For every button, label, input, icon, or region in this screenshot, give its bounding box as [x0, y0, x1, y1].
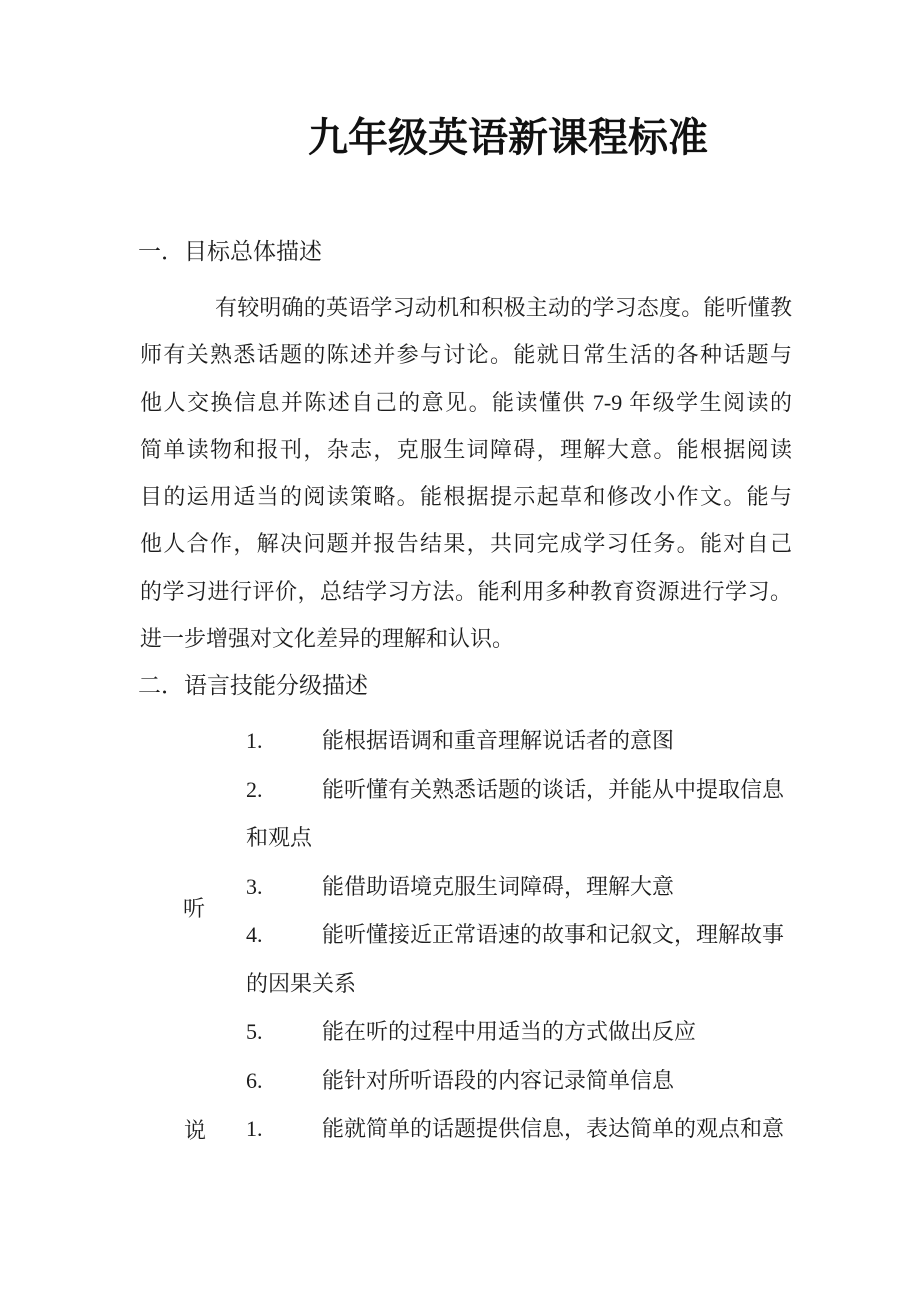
- item-text: 能根据语调和重音理解说话者的意图: [322, 728, 675, 753]
- list-item: [246, 766, 806, 815]
- list-item: [246, 717, 806, 766]
- paragraph-line: 简单读物和报刊，杂志，克服生词障碍，理解大意。能根据阅读: [140, 436, 792, 462]
- item-text: 能针对所听语段的内容记录简单信息: [322, 1067, 675, 1093]
- paragraph-line: 师有关熟悉话题的陈述并参与讨论。能就日常生活的各种话题与: [140, 342, 792, 368]
- section-2-number: 二．: [138, 673, 184, 698]
- item-number: 6.: [246, 1067, 263, 1093]
- section-1-heading-text: 目标总体描述: [184, 239, 322, 264]
- document-title: 九年级英语新课程标准: [308, 115, 708, 160]
- section-1-number: 一．: [138, 239, 184, 264]
- paragraph-line: 目的运用适当的阅读策略。能根据提示起草和修改小作文。能与: [140, 484, 792, 510]
- item-number: 5.: [246, 1019, 263, 1044]
- item-text: 能借助语境克服生词障碍，理解大意: [322, 873, 675, 899]
- item-text: 能在听的过程中用适当的方式做出反应: [322, 1019, 697, 1044]
- section-2-heading: [138, 670, 368, 702]
- section-2-heading-text: 语言技能分级描述: [184, 673, 368, 698]
- list-item: [246, 1057, 806, 1106]
- list-item: [246, 911, 806, 960]
- list-item: [246, 1105, 806, 1154]
- item-number: 1.: [246, 1116, 263, 1141]
- item-text: 能听懂有关熟悉话题的谈话，并能从中提取信息: [322, 776, 785, 802]
- item-number: 2.: [246, 776, 263, 802]
- paragraph-line: 他人交换信息并陈述自己的意见。能读懂供 7-9 年级学生阅读的: [140, 389, 792, 415]
- paragraph-line: 进一步增强对文化差异的理解和认识。: [140, 626, 515, 652]
- item-text: 能就简单的话题提供信息，表达简单的观点和意: [322, 1116, 785, 1141]
- list-item-continuation: 和观点: [246, 825, 313, 850]
- list-item: [246, 1008, 806, 1057]
- paragraph-line: 的学习进行评价，总结学习方法。能利用多种教育资源进行学习。: [140, 578, 792, 604]
- item-number: 3.: [246, 873, 263, 899]
- section-1-heading: [138, 236, 322, 268]
- item-text: 能听懂接近正常语速的故事和记叙文，理解故事: [322, 922, 785, 947]
- section-1-paragraph: [140, 284, 792, 662]
- paragraph-line: 他人合作，解决问题并报告结果，共同完成学习任务。能对自己: [140, 531, 792, 557]
- skills-row-label-speaking: 说: [184, 1118, 207, 1143]
- list-item-continuation: 的因果关系: [246, 970, 357, 996]
- list-item: [246, 863, 806, 912]
- item-number: 4.: [246, 922, 263, 947]
- skills-row-label-listening: 听: [183, 896, 206, 921]
- paragraph-line: 有较明确的英语学习动机和积极主动的学习态度。能听懂教: [215, 295, 792, 320]
- skills-item-list: [246, 717, 806, 1154]
- item-number: 1.: [246, 728, 263, 753]
